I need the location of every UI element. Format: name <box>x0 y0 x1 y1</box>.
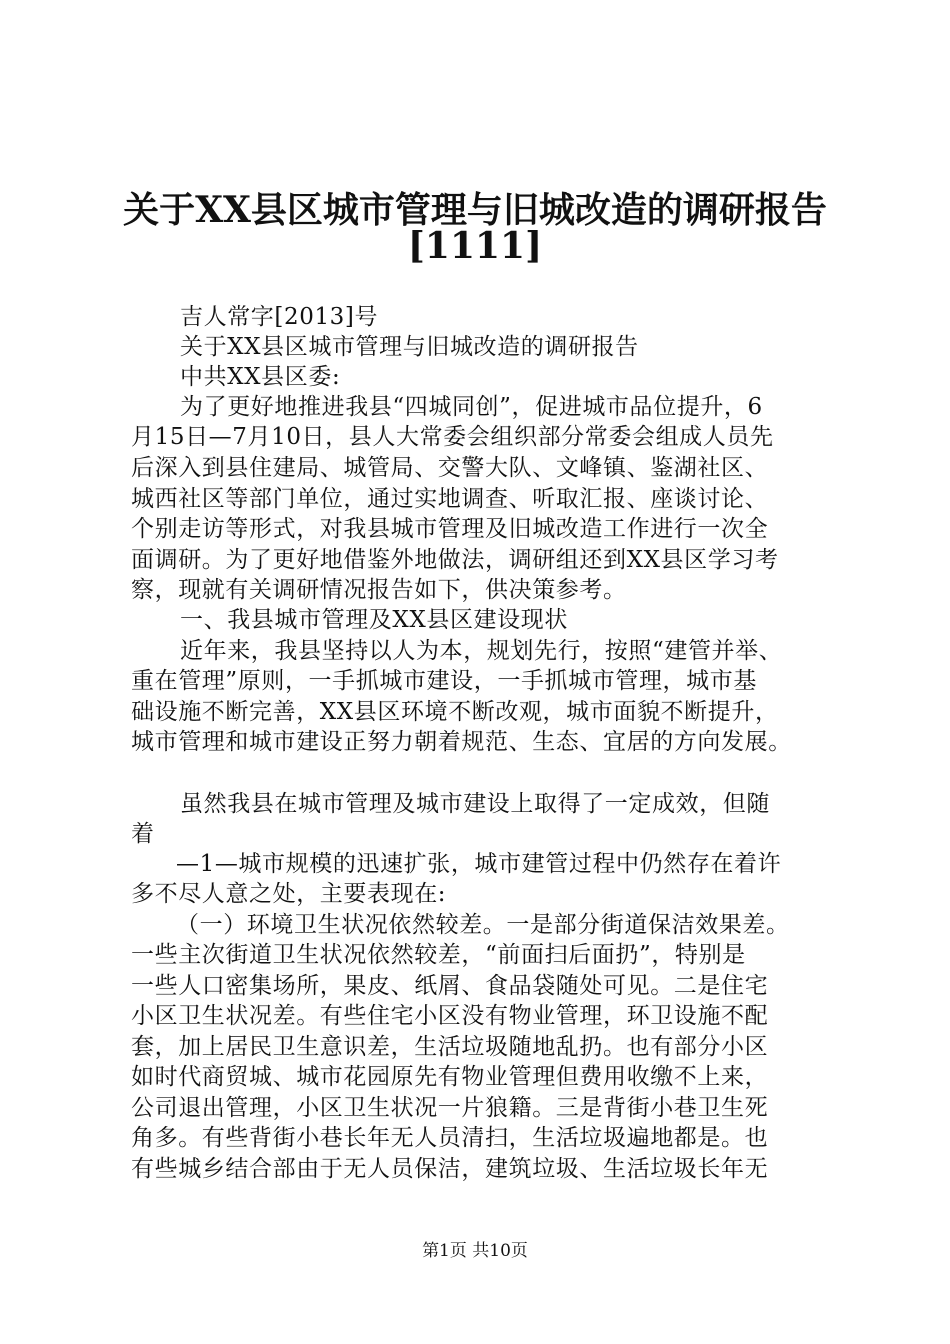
body-line: 套，加上居民卫生意识差，生活垃圾随地乱扔。也有部分小区 <box>131 1034 769 1060</box>
body-line: 近年来，我县坚持以人为本，规划先行，按照“建管并举、 <box>180 638 783 664</box>
addressee: 中共XX县区委: <box>180 364 341 390</box>
body-line: 察，现就有关调研情况报告如下，供决策参考。 <box>131 577 627 603</box>
body-line: 虽然我县在城市管理及城市建设上取得了一定成效，但随 <box>180 791 770 817</box>
body-line: 一些主次街道卫生状况依然较差，“前面扫后面扔”，特别是 <box>131 942 746 968</box>
body-line: 重在管理”原则，一手抓城市建设，一手抓城市管理，城市基 <box>131 668 757 694</box>
body-line: 着 <box>131 821 155 847</box>
body-line: —1—城市规模的迅速扩张，城市建管过程中仍然存在着许 <box>176 851 782 877</box>
body-line: 个别走访等形式，对我县城市管理及旧城改造工作进行一次全 <box>131 516 769 542</box>
body-line: 如时代商贸城、城市花园原先有物业管理但费用收缴不上来， <box>131 1064 769 1090</box>
body-line: 础设施不断完善，XX县区环境不断改观，城市面貌不断提升， <box>131 699 779 725</box>
document-title-line-2: [1111] <box>407 225 543 267</box>
body-line: 月15日—7月10日，县人大常委会组织部分常委会组成人员先 <box>131 424 774 450</box>
body-line: 城西社区等部门单位，通过实地调查、听取汇报、座谈讨论、 <box>131 486 769 512</box>
body-line: 多不尽人意之处，主要表现在: <box>131 881 447 907</box>
body-line: 小区卫生状况差。有些住宅小区没有物业管理，环卫设施不配 <box>131 1003 769 1029</box>
subsection-line: （一）环境卫生状况依然较差。一是部分街道保洁效果差。 <box>176 912 790 938</box>
body-line: 为了更好地推进我县“四城同创”，促进城市品位提升，6 <box>180 394 763 420</box>
body-line: 一些人口密集场所，果皮、纸屑、食品袋随处可见。二是住宅 <box>131 973 769 999</box>
body-line: 有些城乡结合部由于无人员保洁，建筑垃圾、生活垃圾长年无 <box>131 1156 769 1182</box>
body-line: 后深入到县住建局、城管局、交警大队、文峰镇、鉴湖社区、 <box>131 455 769 481</box>
document-number: 吉人常字[2013]号 <box>180 304 379 330</box>
page-footer: 第1页 共10页 <box>422 1241 528 1261</box>
report-heading: 关于XX县区城市管理与旧城改造的调研报告 <box>180 334 639 360</box>
document-title-line-1: 关于XX县区城市管理与旧城改造的调研报告 <box>123 189 827 231</box>
body-line: 角多。有些背街小巷长年无人员清扫，生活垃圾遍地都是。也 <box>131 1125 769 1151</box>
body-line: 城市管理和城市建设正努力朝着规范、生态、宜居的方向发展。 <box>131 729 792 755</box>
body-line: 面调研。为了更好地借鉴外地做法，调研组还到XX县区学习考 <box>131 547 779 573</box>
section-heading: 一、我县城市管理及XX县区建设现状 <box>180 607 568 633</box>
body-line: 公司退出管理，小区卫生状况一片狼籍。三是背街小巷卫生死 <box>131 1095 769 1121</box>
